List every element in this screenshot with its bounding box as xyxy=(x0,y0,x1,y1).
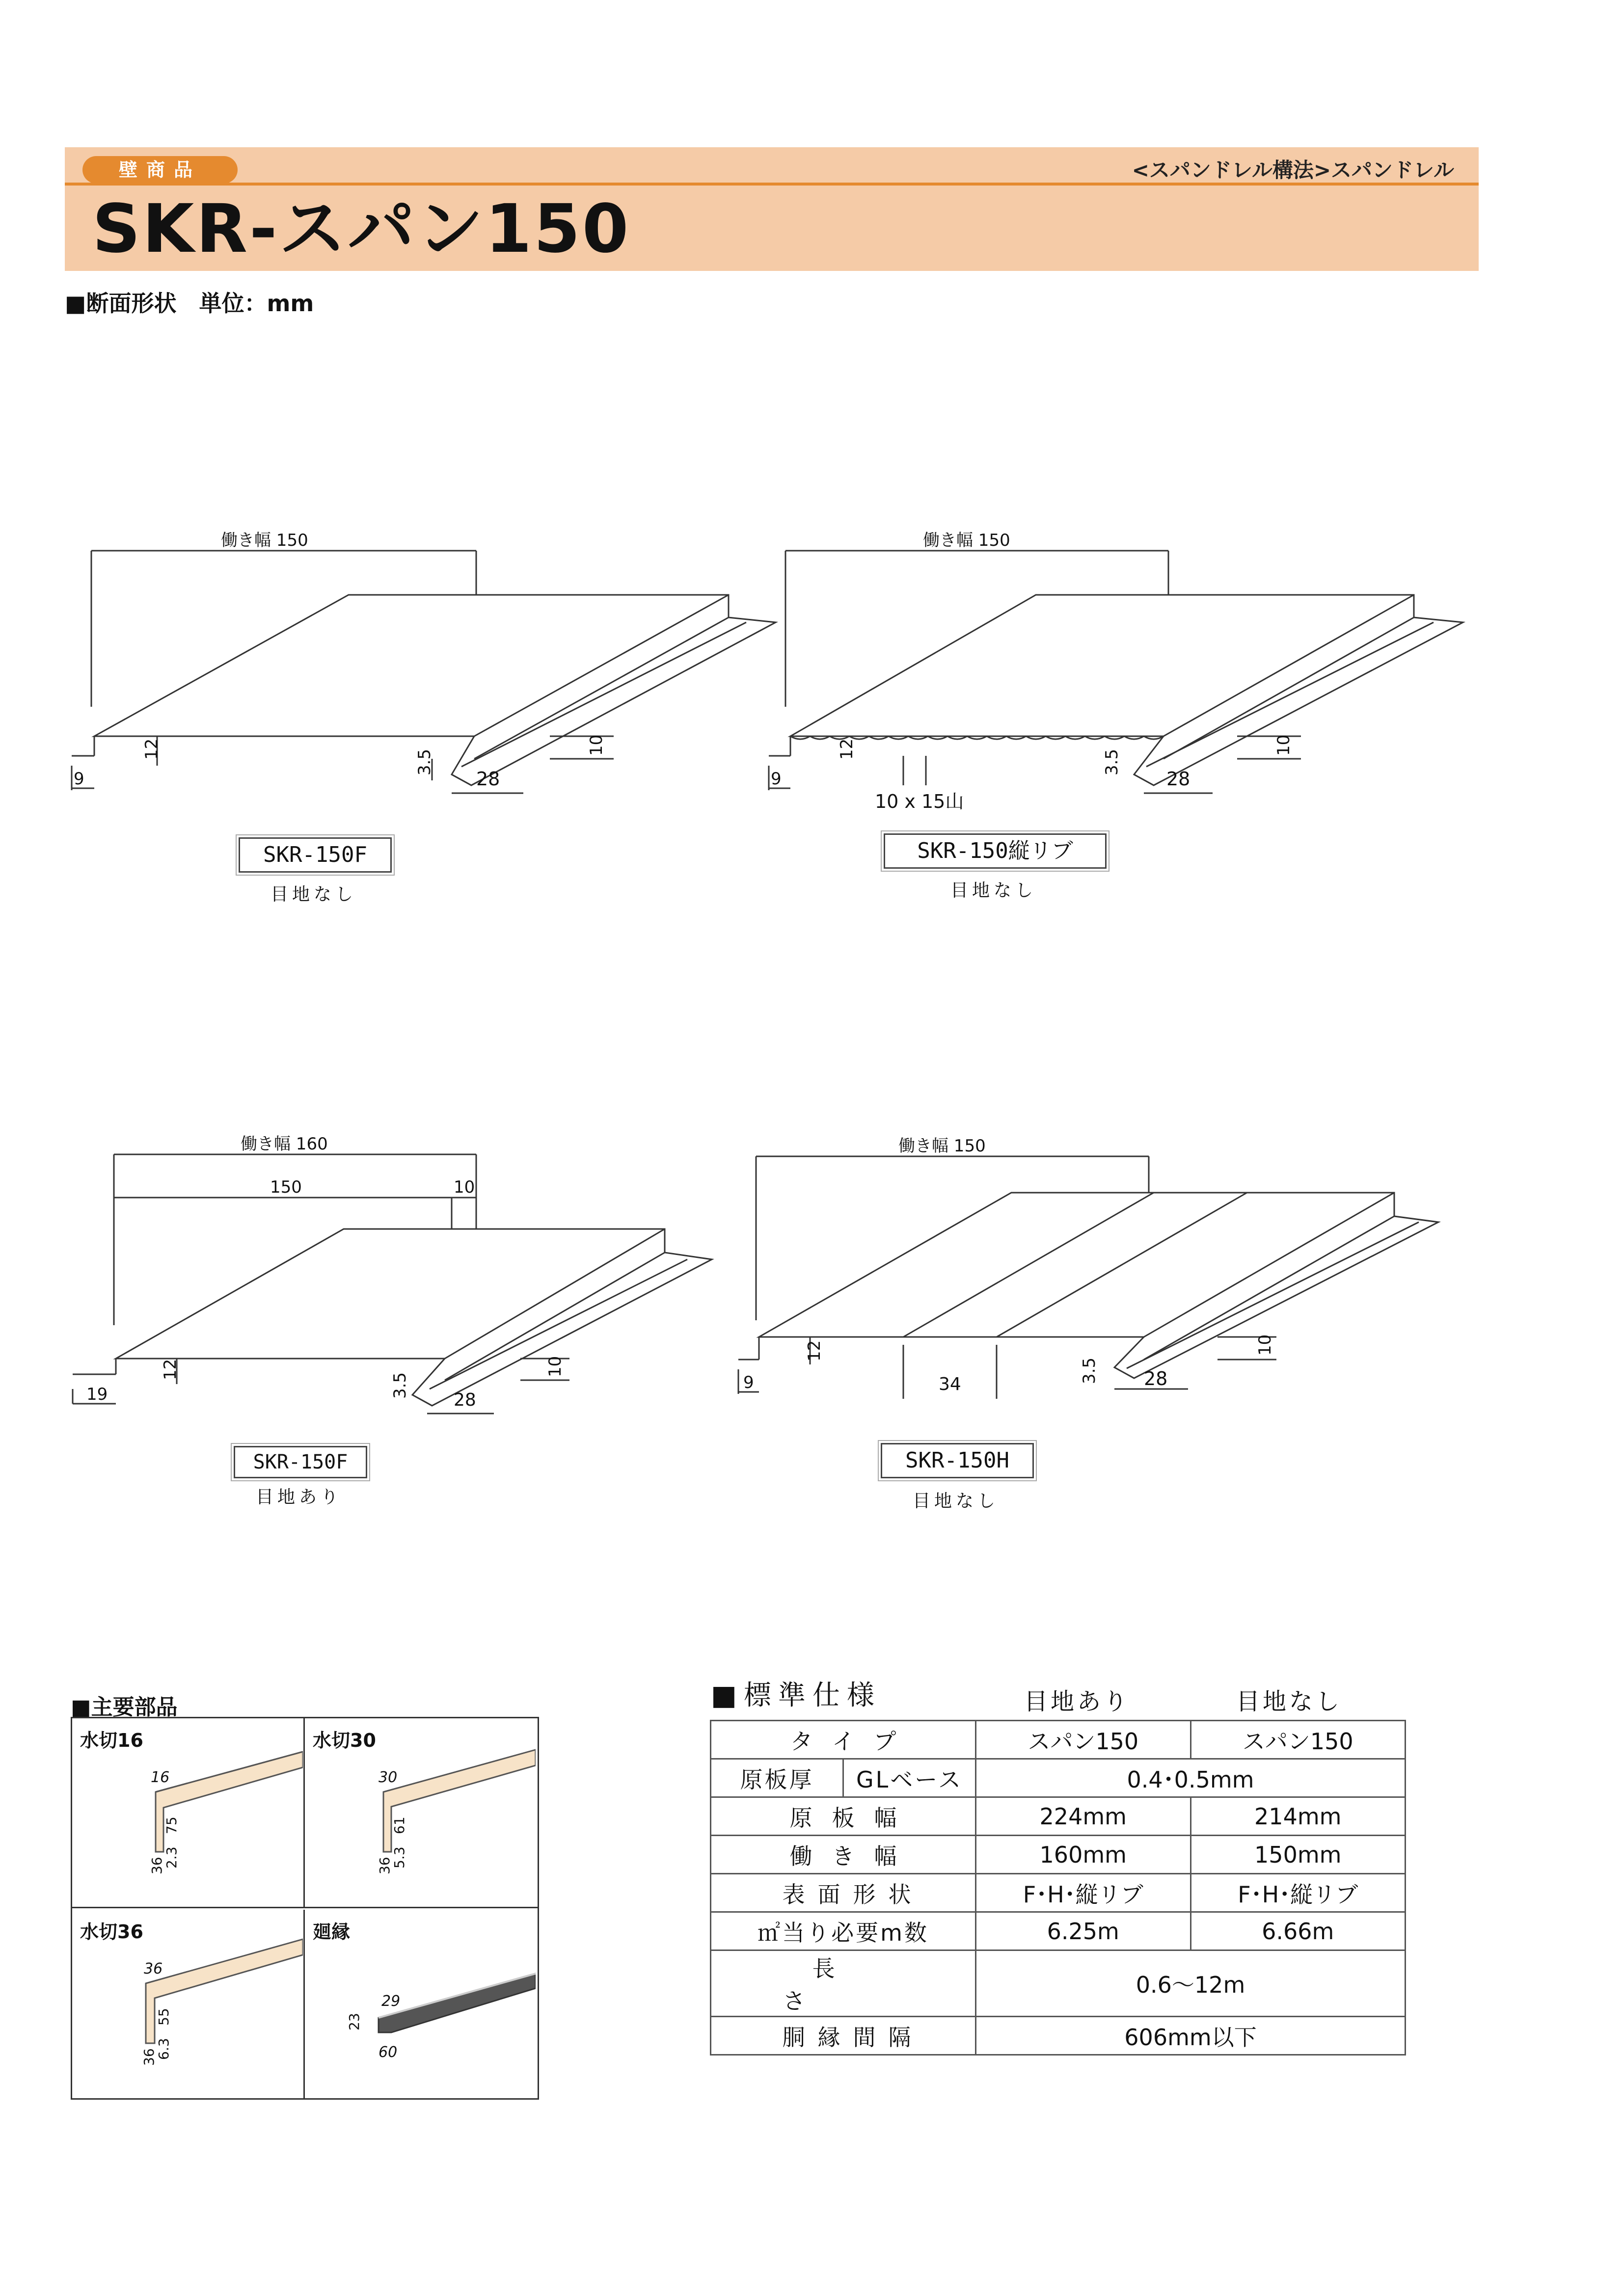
part-dim: 29 xyxy=(381,1993,401,2010)
dim-label: 28 xyxy=(454,1390,476,1410)
spec-label: タイプ xyxy=(711,1721,976,1759)
part-dim: 30 xyxy=(379,1769,398,1786)
dim-label: 3.5 xyxy=(415,748,434,775)
part-cell xyxy=(72,1718,305,1908)
part-name: 水切36 xyxy=(80,1921,143,1943)
spec-base: GLベース xyxy=(843,1759,976,1797)
spec-label: 原板幅 xyxy=(711,1797,976,1836)
table-row xyxy=(711,1836,1406,1874)
dim-label: 9 xyxy=(74,769,84,789)
table-row xyxy=(711,1721,1406,1759)
table-row xyxy=(711,2017,1406,2055)
part-name: 水切30 xyxy=(313,1730,376,1751)
dim-label: 12 xyxy=(837,738,857,760)
spec-title: ■標準仕様 xyxy=(711,1680,881,1711)
spec-value: 160mm xyxy=(976,1836,1191,1874)
dim-label: 9 xyxy=(743,1373,754,1392)
section-profile-label: ■断面形状 単位：mm xyxy=(65,290,314,317)
table-row xyxy=(711,1759,1406,1797)
model-box-150f-joint: SKR-150F xyxy=(234,1446,367,1478)
dim-label: 28 xyxy=(476,768,500,790)
spec-value: F･H･縦リブ xyxy=(1190,1874,1406,1912)
dim-label: 9 xyxy=(771,769,782,789)
dim-label: 12 xyxy=(142,738,162,760)
dim-label: 28 xyxy=(1166,768,1190,790)
spec-value: 224mm xyxy=(976,1797,1191,1836)
dim-label: 12 xyxy=(161,1359,180,1380)
dim-work-width: 働き幅 150 xyxy=(221,531,308,550)
dim-label: 10 xyxy=(1255,1334,1275,1356)
spec-value: 606mm以下 xyxy=(976,2017,1406,2055)
part-name: 水切16 xyxy=(80,1730,143,1751)
part-dim: 61 xyxy=(391,1816,407,1834)
product-title: SKR-スパン150 xyxy=(92,190,631,268)
joint-note: 目地なし xyxy=(270,884,357,905)
spec-value: 6.25m xyxy=(976,1912,1191,1950)
model-box-150h: SKR-150H xyxy=(881,1443,1034,1478)
model-box-150f: SKR-150F xyxy=(239,837,392,873)
spec-value: F･H･縦リブ xyxy=(976,1874,1191,1912)
spec-col-head-nojoint: 目地なし xyxy=(1236,1688,1343,1715)
dim-joint-width: 10 xyxy=(454,1177,475,1197)
table-row xyxy=(711,1912,1406,1950)
spec-value: スパン150 xyxy=(1190,1721,1406,1759)
dim-label: 3.5 xyxy=(390,1372,410,1399)
part-dim: 55 xyxy=(156,2008,172,2026)
part-dim: 60 xyxy=(379,2044,398,2061)
part-dim: 36 xyxy=(144,1960,163,1977)
spec-label: 表面形状 xyxy=(711,1874,976,1912)
part-name: 廻縁 xyxy=(313,1921,351,1943)
spec-value: 0.6～12m xyxy=(976,1950,1406,2017)
spec-value: 214mm xyxy=(1190,1797,1406,1836)
parts-title: ■主要部品 xyxy=(71,1695,178,1720)
spec-value: 0.4･0.5mm xyxy=(976,1759,1406,1797)
spec-label: ㎡当り必要m数 xyxy=(711,1912,976,1950)
dim-label: 19 xyxy=(86,1385,108,1404)
dim-inner-width: 150 xyxy=(270,1177,302,1197)
parts-grid xyxy=(71,1717,539,2100)
model-box-150-rib: SKR-150縦リブ xyxy=(884,833,1107,869)
dim-label: 3.5 xyxy=(1080,1357,1099,1384)
header-subtitle: <スパンドレル構法>スパンドレル xyxy=(1132,158,1454,182)
spec-label: 働き幅 xyxy=(711,1836,976,1874)
joint-note: 目地あり xyxy=(255,1487,342,1507)
dim-label: 10 xyxy=(587,734,606,756)
joint-note: 目地なし xyxy=(950,881,1037,901)
spec-value: 150mm xyxy=(1190,1836,1406,1874)
dim-work-width: 働き幅 150 xyxy=(923,531,1010,550)
spec-label: 胴縁間隔 xyxy=(711,2017,976,2055)
category-badge: 壁商品 xyxy=(82,156,238,184)
spec-value: スパン150 xyxy=(976,1721,1191,1759)
table-row xyxy=(711,1874,1406,1912)
part-dim: 16 xyxy=(151,1769,170,1786)
table-row xyxy=(711,1797,1406,1836)
dim-label: 28 xyxy=(1144,1368,1168,1389)
part-dim: 5.3 xyxy=(391,1846,407,1869)
rib-note: 10 x 15山 xyxy=(875,791,964,812)
part-dim: 36 xyxy=(141,2048,157,2066)
part-cell xyxy=(72,1910,305,2100)
part-dim: 75 xyxy=(163,1816,180,1834)
joint-note: 目地なし xyxy=(912,1491,999,1511)
part-dim: 36 xyxy=(377,1857,393,1874)
dim-work-width: 働き幅 160 xyxy=(241,1134,328,1154)
dim-label: 10 xyxy=(1274,734,1294,756)
part-dim: 6.3 xyxy=(156,2038,172,2060)
spec-label: 原板厚 xyxy=(711,1759,843,1797)
dim-label: 3.5 xyxy=(1102,748,1122,775)
table-row xyxy=(711,1950,1406,2017)
spec-label: 長さ xyxy=(711,1950,976,2017)
spec-table xyxy=(710,1720,1406,2056)
part-dim: 2.3 xyxy=(163,1846,180,1869)
spec-value: 6.66m xyxy=(1190,1912,1406,1950)
dim-label: 34 xyxy=(939,1374,961,1394)
part-dim: 36 xyxy=(149,1857,165,1874)
part-cell xyxy=(305,1910,538,2100)
dim-label: 10 xyxy=(545,1356,565,1377)
spec-col-head-joint: 目地あり xyxy=(1024,1688,1131,1715)
part-cell xyxy=(305,1718,538,1908)
part-dim: 23 xyxy=(346,2013,362,2030)
dim-work-width: 働き幅 150 xyxy=(898,1136,986,1156)
dim-label: 12 xyxy=(805,1340,824,1362)
